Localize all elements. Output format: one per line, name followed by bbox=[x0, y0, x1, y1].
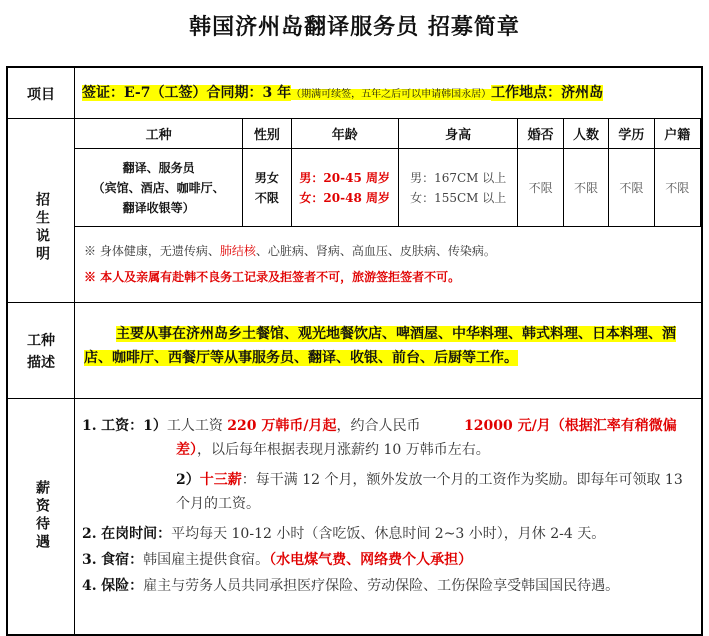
job-cell bbox=[75, 149, 243, 227]
record-requirement: ※ 本人及亲属有赴韩不良务工记录及拒签者不可，旅游签拒签者不可。 bbox=[84, 270, 461, 284]
salary-item-1-wrap bbox=[176, 414, 698, 462]
recruit-label: 招生说明 bbox=[34, 192, 50, 264]
item-number: 2. bbox=[82, 526, 97, 542]
item-red-text: （水电煤气费、网络费个人承担） bbox=[269, 552, 473, 568]
health-text-rest: 、心脏病、肾病、高血压、皮肤病、传染病。 bbox=[255, 244, 496, 258]
item-title: 工资： bbox=[101, 418, 144, 434]
item-title: 食宿： bbox=[101, 552, 144, 568]
header-gender: 性别 bbox=[243, 119, 291, 149]
visa-note: （期满可续签，五年之后可以申请韩国永居） bbox=[291, 89, 492, 100]
sub-number: 1） bbox=[143, 418, 167, 434]
item-number: 4. bbox=[82, 578, 97, 594]
hukou-cell: 不限 bbox=[654, 149, 700, 227]
header-marital: 婚否 bbox=[518, 119, 563, 149]
header-height: 身高 bbox=[398, 119, 518, 149]
bonus-text: ：每干满 12 个月，额外发放一个月的工资作为奖励。即每年可领取 13 个月的工资。 bbox=[176, 472, 683, 512]
divider bbox=[8, 302, 701, 303]
salary-item-1-bonus bbox=[176, 468, 698, 516]
salary-item-2 bbox=[82, 522, 605, 546]
divider bbox=[8, 398, 701, 399]
gender-line: 男女 bbox=[254, 170, 279, 185]
salary-amount: 220 万韩币/月起 bbox=[227, 418, 337, 434]
count-cell: 不限 bbox=[563, 149, 608, 227]
salary-text: ，约合人民币 bbox=[336, 418, 421, 434]
age-cell bbox=[291, 149, 398, 227]
marital-cell: 不限 bbox=[518, 149, 563, 227]
salary-label: 薪资待遇 bbox=[34, 480, 50, 552]
salary-text: ，以后每年根据表现月涨薪约 10 万韩币左右。 bbox=[197, 442, 490, 458]
health-requirement bbox=[84, 242, 696, 259]
item-text: 雇主与劳务人员共同承担医疗保险、劳动保险、工伤保险享受韩国国民待遇。 bbox=[143, 578, 620, 594]
job-line: 翻译收银等） bbox=[122, 200, 195, 215]
salary-item-3 bbox=[82, 548, 472, 572]
item-number: 1. bbox=[82, 418, 97, 434]
job-line: 翻译、服务员 bbox=[122, 160, 195, 175]
header-job: 工种 bbox=[75, 119, 243, 149]
item-title: 保险： bbox=[101, 578, 144, 594]
page-title: 韩国济州岛翻译服务员 招募简章 bbox=[189, 15, 520, 40]
item-text: 平均每天 10-12 小时（含吃饭、休息时间 2~3 小时），月休 2-4 天。 bbox=[171, 526, 606, 542]
height-female: 女：155CM 以上 bbox=[410, 190, 507, 205]
item-number: 3. bbox=[82, 552, 97, 568]
recruit-grid bbox=[74, 118, 701, 227]
header-age: 年龄 bbox=[291, 119, 398, 149]
age-female: 女：20-48 周岁 bbox=[299, 190, 390, 205]
job-desc-label bbox=[8, 330, 74, 374]
project-label: 项目 bbox=[27, 87, 55, 103]
work-location: 工作地点：济州岛 bbox=[491, 85, 604, 101]
gender-cell bbox=[243, 149, 291, 227]
item-text: 韩国雇主提供食宿。 bbox=[143, 552, 270, 568]
height-cell bbox=[398, 149, 518, 227]
gender-line: 不限 bbox=[254, 190, 279, 205]
header-education: 学历 bbox=[609, 119, 654, 149]
height-male: 男：167CM 以上 bbox=[410, 170, 507, 185]
job-line: （宾馆、酒店、咖啡厅、 bbox=[92, 180, 225, 195]
health-red-text: 肺结核 bbox=[219, 244, 256, 258]
salary-text: 工人工资 bbox=[166, 418, 228, 434]
project-visa-line bbox=[82, 82, 692, 102]
job-desc-highlight: 主要从事在济州岛乡土餐馆、观光地餐饮店、啤酒屋、中华料理、韩式料理、日本料理、酒店、咖啡厅、西餐厅等从事服务员、翻译、收银、前台、后厨等工作。 bbox=[84, 326, 676, 366]
job-desc-label-text: 工种描述 bbox=[27, 333, 55, 371]
job-desc-text bbox=[84, 322, 694, 370]
age-male: 男：20-45 周岁 bbox=[299, 170, 390, 185]
education-cell: 不限 bbox=[609, 149, 654, 227]
visa-info: 签证：E-7（工签）合同期：3 年 bbox=[82, 85, 292, 101]
header-hukou: 户籍 bbox=[654, 119, 700, 149]
salary-item-4 bbox=[82, 574, 619, 598]
sub-number: 2） bbox=[176, 472, 200, 488]
thirteenth-salary: 十三薪 bbox=[199, 472, 242, 488]
salary-rmb: 12000 元/月（根据汇率有稍微偏差） bbox=[176, 418, 677, 458]
header-count: 人数 bbox=[563, 119, 608, 149]
health-text: ※ 身体健康，无遗传病、 bbox=[84, 244, 220, 258]
item-title: 在岗时间： bbox=[101, 526, 172, 542]
recruitment-table bbox=[6, 66, 703, 636]
